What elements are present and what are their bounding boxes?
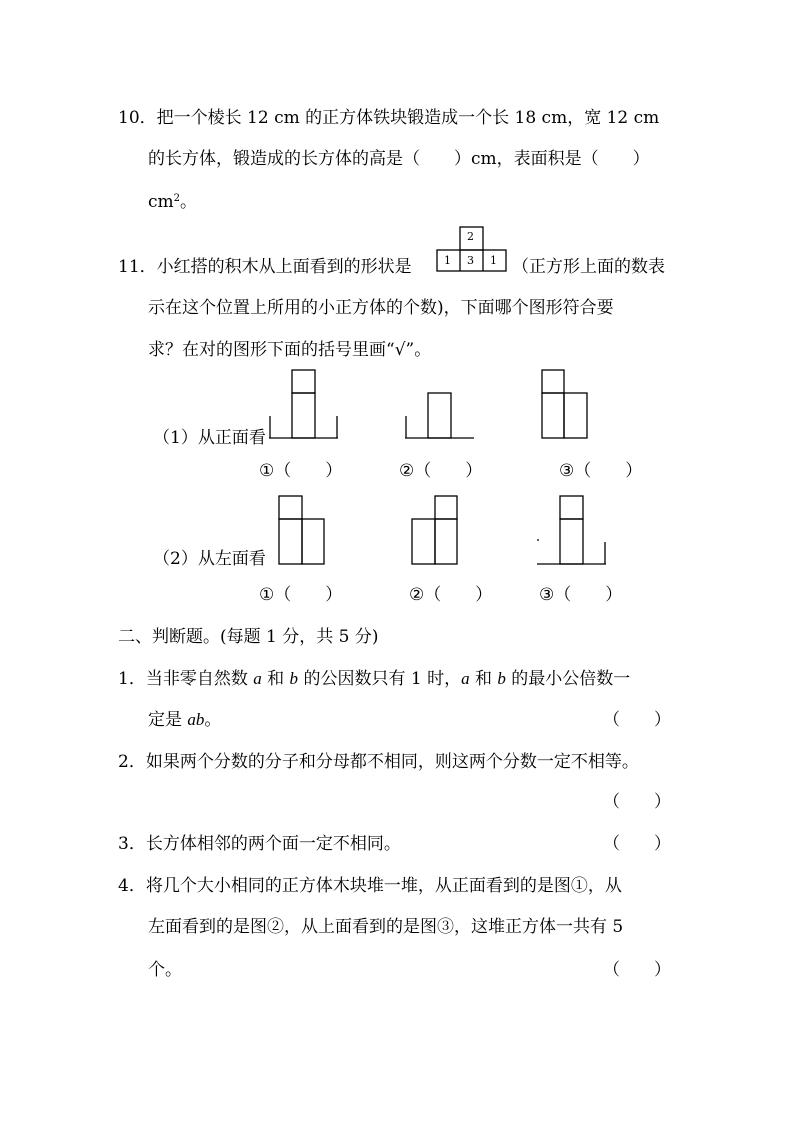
q10-line1: 10．把一个棱长 12 cm 的正方体铁块锻造成一个长 18 cm，宽 12 cm	[118, 108, 660, 128]
judge-1-text-a: 1．当非零自然数	[118, 669, 254, 689]
q11-line2: 示在这个位置上所用的小正方体的个数)，下面哪个图形符合要	[148, 298, 614, 318]
judge-1-text-b: 和	[261, 669, 290, 689]
judge-1-text-e: 的最小公倍数一	[505, 669, 631, 689]
q11-line1b: （正方形上面的数表	[512, 257, 665, 277]
q10-unit	[148, 192, 197, 212]
part1-option-3[interactable]: ③（ ）	[559, 461, 643, 481]
judge-1-var-a: a	[253, 669, 262, 688]
front-view-option-1-figure	[269, 369, 341, 441]
part1-option-1[interactable]: ①（ ）	[259, 461, 343, 481]
part2-label: （2）从左面看	[153, 549, 266, 569]
judge-1-text-f: 定是	[148, 710, 188, 730]
judge-1-text-d: 和	[469, 669, 498, 689]
judge-1-text-g: 。	[204, 710, 222, 730]
judge-4-answer[interactable]: （ ）	[603, 960, 671, 980]
top-grid-value-1: 1	[444, 254, 451, 267]
q10-unit-exponent: 2	[173, 193, 181, 204]
judge-4-line2: 左面看到的是图②，从上面看到的是图③，这堆正方体一共有 5	[148, 917, 624, 937]
judge-1-var-b: b	[289, 669, 299, 688]
q11-line1a: 11．小红搭的积木从上面看到的形状是	[118, 257, 412, 277]
top-grid-value-2: 3	[467, 254, 474, 267]
front-view-option-2-figure	[405, 392, 477, 442]
top-grid-value-top: 2	[467, 230, 474, 243]
judge-4-line3: 个。	[148, 960, 182, 980]
judge-1-text-c: 的公因数只有 1 时，	[298, 669, 462, 689]
judge-1-line2	[148, 710, 221, 730]
judge-1-var-a2: a	[461, 669, 470, 688]
part1-label: （1）从正面看	[153, 428, 266, 448]
q10-unit-base: cm	[148, 192, 174, 212]
left-view-option-1-figure	[278, 495, 328, 567]
top-grid-value-3: 1	[490, 254, 497, 267]
judge-3-answer[interactable]: （ ）	[603, 834, 671, 854]
left-view-option-2-figure	[411, 495, 461, 567]
part2-option-3[interactable]: ③（ ）	[539, 585, 623, 605]
part2-option-2[interactable]: ②（ ）	[409, 585, 493, 605]
q10-line2: 的长方体，锻造成的长方体的高是（ ）cm，表面积是（ ）	[148, 149, 650, 169]
part2-option-1[interactable]: ①（ ）	[259, 585, 343, 605]
front-view-option-3-figure	[541, 369, 591, 441]
part1-option-2[interactable]: ②（ ）	[399, 461, 483, 481]
q11-line3: 求？在对的图形下面的括号里画“√”。	[148, 340, 432, 360]
judge-1-var-ab: ab	[187, 710, 205, 729]
judge-3-line1: 3．长方体相邻的两个面一定不相同。	[118, 834, 401, 854]
left-view-option-3-figure	[537, 495, 609, 567]
section2-title: 二、判断题。(每题 1 分，共 5 分)	[118, 627, 379, 647]
judge-1-answer[interactable]: （ ）	[603, 710, 671, 730]
judge-2-answer[interactable]: （ ）	[603, 792, 671, 812]
judge-1-var-b2: b	[497, 669, 506, 688]
judge-1-line1	[118, 669, 630, 689]
judge-4-line1: 4．将几个大小相同的正方体木块堆一堆，从正面看到的是图①，从	[118, 876, 622, 896]
judge-2-line1: 2．如果两个分数的分子和分母都不相同，则这两个分数一定不相等。	[118, 752, 639, 772]
q10-unit-end: 。	[180, 192, 198, 212]
